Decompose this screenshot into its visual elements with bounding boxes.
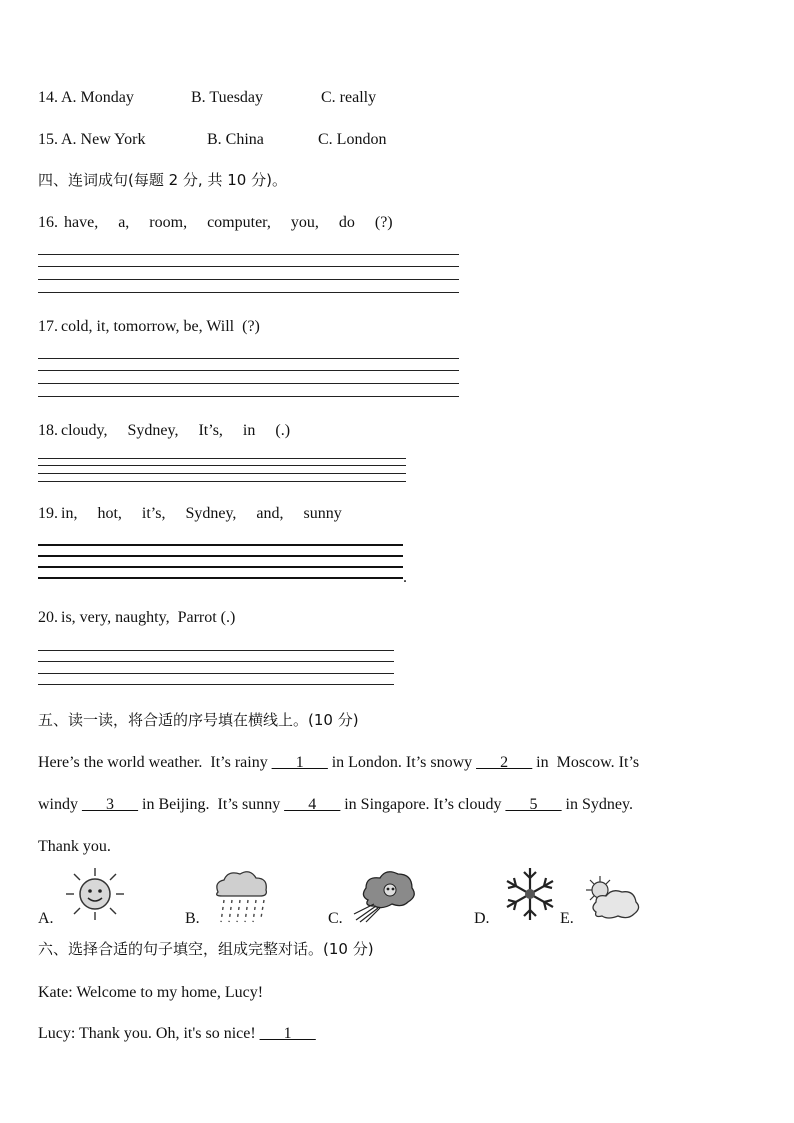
answer-line bbox=[38, 544, 403, 546]
answer-line bbox=[38, 370, 459, 371]
section-6-title: 六、选择合适的句子填空，组成完整对话。(10 分) bbox=[38, 940, 374, 958]
answer-line bbox=[38, 566, 403, 568]
q16-number: 16. bbox=[38, 214, 58, 231]
answer-line bbox=[38, 383, 459, 384]
section-4-title: 四、连词成句(每题 2 分, 共 10 分)。 bbox=[38, 171, 287, 189]
answer-line bbox=[38, 266, 459, 267]
q14-option-b: B. Tuesday bbox=[191, 89, 264, 106]
windy-cloud-icon bbox=[352, 866, 420, 924]
q19-end-period: . bbox=[403, 569, 407, 586]
answer-line bbox=[38, 254, 459, 255]
q14-number: 14. bbox=[38, 89, 58, 106]
q14-option-a: A. Monday bbox=[61, 89, 134, 106]
q20-words: is, very, naughty, Parrot (.) bbox=[61, 609, 236, 626]
answer-line bbox=[38, 358, 459, 359]
q20-number: 20. bbox=[38, 609, 58, 626]
section-5-title: 五、读一读，将合适的序号填在横线上。(10 分) bbox=[38, 711, 359, 729]
q17-number: 17. bbox=[38, 318, 58, 335]
q15-option-b: B. China bbox=[207, 131, 264, 148]
answer-line bbox=[38, 473, 406, 474]
rain-cloud-icon bbox=[210, 868, 272, 924]
q18-number: 18. bbox=[38, 422, 58, 439]
q15-option-a: A. New York bbox=[61, 131, 146, 148]
blank-3[interactable]: ___3___ bbox=[82, 796, 138, 813]
option-a-label: A. bbox=[38, 910, 54, 927]
answer-line bbox=[38, 279, 459, 280]
q18-words: cloudy, Sydney, It’s, in (.) bbox=[61, 422, 291, 439]
dialog-blank-1[interactable]: ___1___ bbox=[259, 1025, 316, 1042]
answer-line bbox=[38, 555, 403, 557]
option-b-label: B. bbox=[185, 910, 200, 927]
answer-line bbox=[38, 465, 406, 466]
option-d-label: D. bbox=[474, 910, 490, 927]
dialog-lucy: Lucy: Thank you. Oh, it's so nice! ___1___ bbox=[38, 1025, 316, 1042]
answer-line bbox=[38, 458, 406, 459]
blank-2[interactable]: ___2___ bbox=[476, 754, 533, 771]
option-e-label: E. bbox=[560, 910, 574, 927]
sun-icon bbox=[62, 866, 128, 922]
answer-line bbox=[38, 673, 394, 674]
answer-line bbox=[38, 396, 459, 397]
option-c-label: C. bbox=[328, 910, 343, 927]
q17-words: cold, it, tomorrow, be, Will (?) bbox=[61, 318, 260, 335]
blank-1[interactable]: ___1___ bbox=[271, 754, 328, 771]
answer-line bbox=[38, 661, 394, 662]
passage-line-3: Thank you. bbox=[38, 838, 111, 855]
q16-words: have, a, room, computer, you, do (?) bbox=[64, 214, 393, 231]
passage-line-1: Here’s the world weather. It’s rainy ___1___ in London. It’s snowy ___2___ in Moscow. It’s bbox=[38, 754, 640, 771]
answer-line bbox=[38, 292, 459, 293]
blank-4[interactable]: ___4___ bbox=[284, 796, 341, 813]
passage-line-2: windy ___3___ in Beijing. It’s sunny ___4___ in Singapore. It’s cloudy ___5___ in Sydney. bbox=[38, 796, 633, 813]
partly-cloudy-icon bbox=[584, 874, 642, 922]
answer-line bbox=[38, 684, 394, 685]
q14-option-c: C. really bbox=[321, 89, 377, 106]
q15-number: 15. bbox=[38, 131, 58, 148]
q19-words: in, hot, it’s, Sydney, and, sunny bbox=[61, 505, 342, 522]
dialog-kate: Kate: Welcome to my home, Lucy! bbox=[38, 984, 264, 1001]
q19-number: 19. bbox=[38, 505, 58, 522]
answer-line bbox=[38, 650, 394, 651]
q15-option-c: C. London bbox=[318, 131, 387, 148]
blank-5[interactable]: ___5___ bbox=[505, 796, 562, 813]
snowflake-icon bbox=[502, 864, 558, 924]
answer-line bbox=[38, 577, 403, 579]
answer-line bbox=[38, 481, 406, 482]
